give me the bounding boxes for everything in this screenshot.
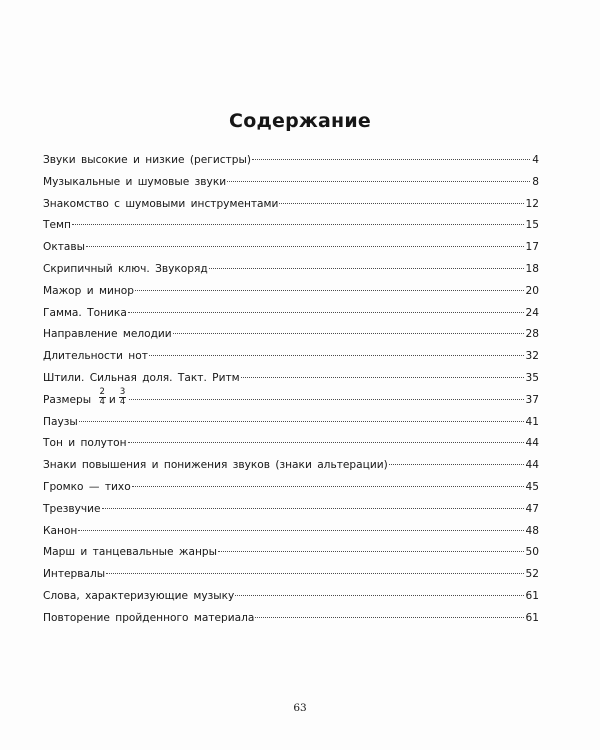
toc-entry-title: Громко — тихо <box>43 480 131 493</box>
dot-leader <box>128 442 524 443</box>
toc-entry-title <box>43 387 128 412</box>
dot-leader <box>252 159 530 160</box>
toc-entry-page: 44 <box>525 437 539 450</box>
dot-leader <box>129 399 523 400</box>
toc-entry-title: Длительности нот <box>43 350 148 363</box>
dot-leader <box>279 203 523 204</box>
dot-leader <box>241 377 524 378</box>
toc-entry-page: 15 <box>525 219 539 232</box>
toc-entry <box>43 455 539 477</box>
toc-entry <box>43 172 539 194</box>
dot-leader <box>149 355 524 356</box>
toc-entry-page: 44 <box>525 459 539 472</box>
toc-entry-page: 28 <box>525 328 539 341</box>
toc-entry-page: 52 <box>525 568 539 581</box>
toc-entry-page: 47 <box>525 502 539 515</box>
dot-leader <box>218 551 524 552</box>
toc-entry-title: Темп <box>43 219 71 232</box>
dot-leader <box>255 617 523 618</box>
toc-entry-title: Звуки высокие и низкие (регистры) <box>43 154 251 166</box>
toc-entry <box>43 368 539 390</box>
toc-entry <box>43 237 539 259</box>
toc-entry <box>43 150 539 172</box>
toc-entry-title: Интервалы <box>43 568 106 581</box>
toc-entry-page: 18 <box>525 262 539 275</box>
toc-entry <box>43 477 539 499</box>
toc-entry-page: 20 <box>525 284 539 297</box>
toc-entry-title: Марш и танцевальные жанры <box>43 546 217 559</box>
toc-entry <box>43 564 539 586</box>
toc-entry <box>43 608 539 630</box>
dot-leader <box>72 224 524 225</box>
dot-leader <box>227 181 530 182</box>
dot-leader <box>135 290 524 291</box>
toc-entry-title: Октавы <box>43 241 86 254</box>
dot-leader <box>173 333 524 334</box>
toc-entry-page: 41 <box>525 415 539 428</box>
table-of-contents <box>43 150 539 630</box>
toc-entry <box>43 499 539 521</box>
toc-entry-page: 35 <box>525 371 539 384</box>
dot-leader <box>79 421 524 422</box>
toc-entry <box>43 324 539 346</box>
dot-leader <box>86 246 524 247</box>
toc-entry <box>43 281 539 303</box>
dot-leader <box>128 312 524 313</box>
conjunction: и <box>108 393 116 406</box>
toc-entry-page: 61 <box>525 589 539 602</box>
page-number: 63 <box>293 702 307 714</box>
toc-entry <box>43 346 539 368</box>
toc-entry-page: 37 <box>525 393 539 406</box>
toc-entry-title: Музыкальные и шумовые звуки <box>43 175 227 188</box>
dot-leader <box>78 530 523 531</box>
toc-entry-title-text: Размеры <box>43 393 92 406</box>
toc-entry-title: Направление мелодии <box>43 328 172 341</box>
toc-entry <box>43 387 539 412</box>
toc-entry-title: Трезвучие <box>43 502 101 515</box>
fraction-numerator: 3 <box>119 387 126 398</box>
fraction-numerator: 2 <box>99 387 105 398</box>
toc-entry-page: 32 <box>525 350 539 363</box>
dot-leader <box>235 595 523 596</box>
time-signature-fraction <box>119 388 126 407</box>
toc-entry-page: 4 <box>532 154 539 166</box>
toc-entry-title: Штили. Сильная доля. Такт. Ритм <box>43 371 240 384</box>
toc-entry-page: 17 <box>525 241 539 254</box>
fraction-denominator: 4 <box>99 397 105 408</box>
toc-entry-page: 48 <box>525 524 539 537</box>
page-title: Содержание <box>229 110 371 132</box>
toc-entry <box>43 194 539 216</box>
toc-entry-title: Повторение пройденного материала <box>43 611 255 624</box>
toc-entry-title: Скрипичный ключ. Звукоряд <box>43 262 208 275</box>
toc-entry-page: 8 <box>532 175 539 188</box>
toc-entry-title: Знаки повышения и понижения звуков (знаки альтерации) <box>43 459 388 472</box>
toc-entry-page: 24 <box>525 306 539 319</box>
toc-entry <box>43 542 539 564</box>
toc-entry-title: Слова, характеризующие музыку <box>43 589 235 602</box>
fraction-denominator: 4 <box>119 397 126 408</box>
toc-entry-title: Тон и полутон <box>43 437 127 450</box>
toc-entry-page: 12 <box>525 197 539 210</box>
toc-entry-title: Канон <box>43 524 78 537</box>
toc-entry <box>43 586 539 608</box>
toc-entry <box>43 412 539 434</box>
dot-leader <box>102 508 524 509</box>
time-signature-fraction <box>99 388 106 407</box>
toc-entry-title: Знакомство с шумовыми инструментами <box>43 197 279 210</box>
toc-entry-title: Паузы <box>43 415 78 428</box>
toc-entry <box>43 215 539 237</box>
toc-entry <box>43 303 539 325</box>
toc-entry-title: Гамма. Тоника <box>43 306 127 319</box>
dot-leader <box>106 573 523 574</box>
dot-leader <box>209 268 524 269</box>
toc-entry <box>43 521 539 543</box>
toc-entry <box>43 433 539 455</box>
toc-entry-page: 45 <box>525 480 539 493</box>
toc-entry-page: 61 <box>525 611 539 624</box>
toc-entry-page: 50 <box>525 546 539 559</box>
dot-leader <box>389 464 524 465</box>
toc-entry-title: Мажор и минор <box>43 284 135 297</box>
dot-leader <box>132 486 524 487</box>
toc-entry <box>43 259 539 281</box>
